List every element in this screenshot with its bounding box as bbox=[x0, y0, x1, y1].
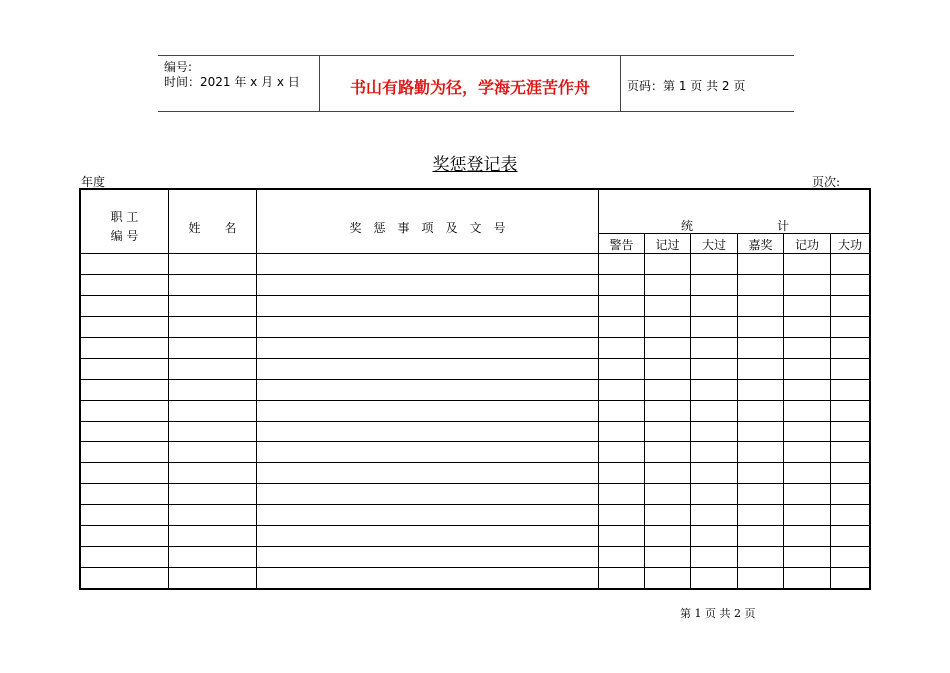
time-label: 时间：2021 年 x 月 x 日 bbox=[164, 75, 300, 89]
stats-subheader: 记过 bbox=[655, 238, 680, 252]
col-header-items: 奖 惩 事 项 及 文 号 bbox=[349, 221, 506, 235]
stats-subheader: 记功 bbox=[794, 238, 819, 252]
page-title: 奖惩登记表 bbox=[432, 155, 518, 175]
row-divider bbox=[81, 546, 869, 547]
row-divider bbox=[81, 400, 869, 401]
column-divider bbox=[168, 190, 169, 588]
col-header-staff-no: 职 工 编 号 bbox=[110, 210, 139, 243]
stats-column-divider bbox=[690, 233, 691, 588]
row-divider bbox=[81, 462, 869, 463]
row-divider bbox=[81, 567, 869, 568]
page-info: 页码：第 1 页 共 2 页 bbox=[627, 79, 746, 93]
stats-subheader: 大功 bbox=[837, 238, 862, 252]
document-header bbox=[158, 55, 794, 112]
stats-subheader: 警告 bbox=[609, 238, 634, 252]
col-header-name: 姓 名 bbox=[188, 221, 237, 235]
stats-column-divider bbox=[830, 233, 831, 588]
motto-text: 书山有路勤为径，学海无涯苦作舟 bbox=[349, 78, 590, 97]
col-header-stats: 统 计 bbox=[680, 219, 789, 233]
stats-column-divider bbox=[644, 233, 645, 588]
row-divider bbox=[81, 358, 869, 359]
record-table bbox=[79, 188, 871, 590]
footer-page-number: 第 1 页 共 2 页 bbox=[680, 607, 756, 620]
row-divider bbox=[81, 483, 869, 484]
row-divider bbox=[81, 274, 869, 275]
row-divider bbox=[81, 295, 869, 296]
header-bottom-rule bbox=[81, 253, 869, 254]
row-divider bbox=[81, 379, 869, 380]
stats-column-divider bbox=[737, 233, 738, 588]
page-count-label: 页次: bbox=[812, 175, 841, 189]
row-divider bbox=[81, 525, 869, 526]
column-divider bbox=[598, 190, 599, 588]
row-divider bbox=[81, 316, 869, 317]
header-meta-cell bbox=[158, 56, 320, 111]
stats-column-divider bbox=[783, 233, 784, 588]
serial-label: 编号: bbox=[164, 60, 193, 74]
header-page-cell bbox=[621, 56, 794, 111]
year-label: 年度 bbox=[81, 175, 106, 189]
stats-subheader: 嘉奖 bbox=[748, 238, 773, 252]
row-divider bbox=[81, 441, 869, 442]
stats-subheader: 大过 bbox=[701, 238, 726, 252]
row-divider bbox=[81, 421, 869, 422]
row-divider bbox=[81, 504, 869, 505]
stats-subheader-divider bbox=[598, 233, 869, 234]
column-divider bbox=[256, 190, 257, 588]
header-motto-cell bbox=[320, 56, 621, 111]
row-divider bbox=[81, 337, 869, 338]
